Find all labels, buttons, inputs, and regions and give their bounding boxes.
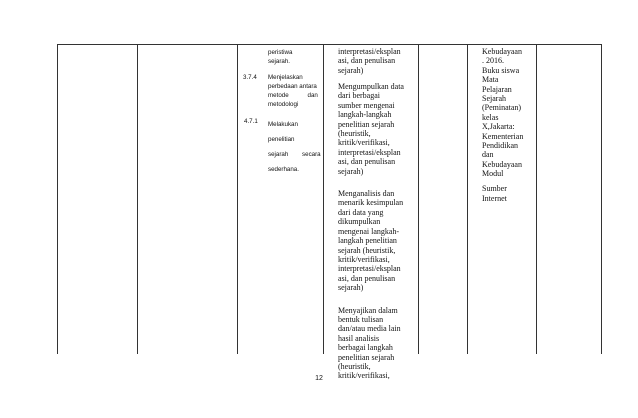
indicator-top-text <box>268 48 292 66</box>
text-line: interpretasi/eksplan <box>338 264 401 274</box>
table-column-border <box>57 44 58 354</box>
text-line: sejarah (heuristik, <box>338 245 396 255</box>
text-line: Kebudayaan <box>482 47 522 56</box>
text-line: hasil analisis <box>338 333 380 343</box>
indicator-text <box>268 117 320 177</box>
text-line: asi, dan penulisan <box>338 273 396 283</box>
source-list <box>467 169 536 211</box>
table-column-border <box>418 44 419 354</box>
text-line: sederhana. <box>268 166 299 173</box>
text-line: (heuristik, <box>338 361 371 371</box>
page-number: 12 <box>315 375 323 382</box>
source-item <box>467 184 536 203</box>
activity-list <box>323 82 418 381</box>
text-line: dikumpulkan <box>338 217 381 227</box>
text-line: langkah-langkah <box>338 110 392 120</box>
table-column-border <box>601 44 602 354</box>
text-line: Pelajaran <box>482 84 512 94</box>
text-line: Sumber <box>482 184 507 194</box>
table-column-border <box>137 44 138 354</box>
source-continuation <box>482 47 536 169</box>
indicator-number: 4.7.1 <box>244 118 258 125</box>
text-line: penelitian sejarah <box>338 352 395 362</box>
text-line: X,Jakarta: <box>482 122 515 132</box>
text-line: perbedaan antara <box>268 83 317 90</box>
text-line: metode dan <box>268 92 318 99</box>
text-line: menarik kesimpulan <box>338 198 404 208</box>
text-line: mengenai langkah- <box>338 226 400 236</box>
text-line: Menyajikan dalam <box>338 305 398 315</box>
text-line: dari berbagai <box>338 91 380 101</box>
text-line: sumber mengenai <box>338 100 395 110</box>
text-line: Mata <box>482 75 499 85</box>
text-line: kritik/verifikasi, <box>338 138 390 148</box>
text-line: penelitian sejarah <box>338 119 395 129</box>
text-line: sejarah) <box>338 283 364 293</box>
text-line: asi, dan penulisan <box>338 157 396 167</box>
text-line: (Peminatan) <box>482 103 522 113</box>
text-line: metodologi <box>268 101 299 108</box>
text-line: (heuristik, <box>338 129 371 139</box>
text-line: Pendidikan <box>482 141 518 151</box>
text-line: interpretasi/eksplan <box>338 47 401 56</box>
activity-item <box>323 189 418 292</box>
text-line: asi, dan penulisan <box>338 56 396 66</box>
text-line: Sejarah <box>482 94 506 104</box>
source-item <box>467 169 536 178</box>
text-line: kritik/verifikasi, <box>338 371 390 381</box>
text-line: peristiwa <box>268 49 293 56</box>
text-line: bentuk tulisan <box>338 314 384 324</box>
activity-item <box>323 306 418 381</box>
indicator-text <box>268 73 317 109</box>
text-line: sejarah) <box>338 65 364 75</box>
text-line: Mengumpulkan data <box>338 82 404 91</box>
text-line: sejarah. <box>268 58 291 65</box>
text-line: Buku siswa <box>482 65 520 75</box>
text-line: Kementerian <box>482 131 524 141</box>
text-line: . 2016. <box>482 56 504 66</box>
text-line: dari data yang <box>338 207 384 217</box>
text-line: sejarah secara <box>268 151 321 158</box>
text-line: dan <box>482 150 494 160</box>
text-line: kelas <box>482 112 499 122</box>
table-column-border <box>237 44 238 354</box>
text-line: dan/atau media lain <box>338 324 401 334</box>
table-top-border <box>57 44 601 45</box>
text-line: interpretasi/eksplan <box>338 147 401 157</box>
text-line: penelitian <box>268 136 295 143</box>
indicator-number: 3.7.4 <box>243 74 257 81</box>
text-line: Internet <box>482 193 507 203</box>
text-line: Menjelaskan <box>268 74 303 81</box>
text-line: Melakukan <box>268 121 298 128</box>
text-line: kritik/verifikasi, <box>338 254 390 264</box>
text-line: Modul <box>482 169 504 178</box>
activity-item <box>323 82 418 176</box>
text-line: sejarah) <box>338 166 364 176</box>
text-line: Kebudayaan <box>482 159 522 169</box>
table-column-border <box>536 44 537 354</box>
text-line: berbagai langkah <box>338 343 393 353</box>
text-line: Menganalisis dan <box>338 189 395 199</box>
activity-continuation <box>338 47 418 75</box>
text-line: langkah penelitian <box>338 236 397 246</box>
